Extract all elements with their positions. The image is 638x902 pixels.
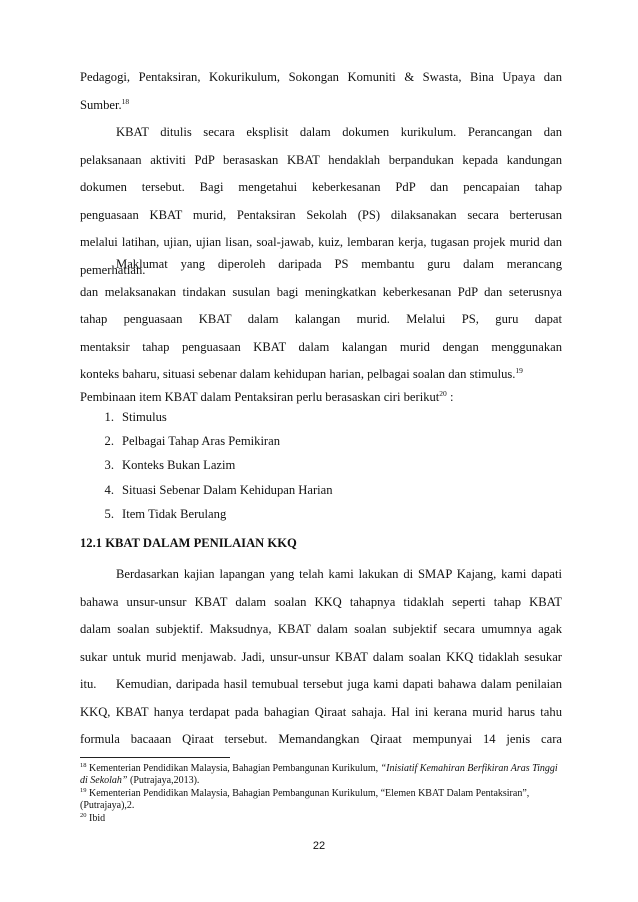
footnote-text: Ibid bbox=[86, 813, 106, 824]
list-text: Item Tidak Berulang bbox=[122, 506, 227, 521]
list-item bbox=[80, 478, 562, 502]
text-line: Pedagogi, Pentaksiran, Kokurikulum, Sokongan Komuniti & Swasta, Bina Upaya dan bbox=[80, 70, 562, 84]
text-line: bahawa unsur-unsur KBAT dalam soalan KKQ tahapnya tidaklah seperti tahap KBAT bbox=[80, 594, 562, 609]
text-line: mentaksir tahap penguasaan KBAT dalam kalangan murid dengan menggunakan bbox=[80, 339, 562, 354]
paragraph-continuation bbox=[80, 64, 562, 119]
list-text: Situasi Sebenar Dalam Kehidupan Harian bbox=[122, 482, 333, 497]
footnote-number: 19 bbox=[80, 787, 87, 794]
list-number: 2. bbox=[104, 434, 114, 449]
text-line: dalam soalan subjektif. Maksudnya, KBAT dalam soalan subjektif secara umumnya agak bbox=[80, 622, 562, 637]
footnote-separator bbox=[80, 757, 230, 758]
paragraph-kemudian bbox=[80, 671, 562, 754]
text-line: penguasaan KBAT murid, Pentaksiran Sekolah (PS) dilaksanakan secara berterusan bbox=[80, 207, 562, 222]
footnote-ref-18: 18 bbox=[121, 96, 130, 106]
text-line: pemerhatian. bbox=[80, 262, 146, 277]
footnote-ref-19: 19 bbox=[515, 366, 523, 376]
list-number: 4. bbox=[104, 482, 114, 497]
criteria-list bbox=[80, 405, 562, 526]
footnote-title: “Inisiatif Kemahiran Berfikiran Aras Tinggi di Sekolah” bbox=[80, 763, 558, 787]
text-line: dan melaksanakan tindakan susulan bagi meningkatkan keberkesanan PdP dan seterusnya bbox=[80, 284, 562, 299]
text-span: Sumber. bbox=[80, 97, 122, 112]
text-line bbox=[80, 92, 562, 120]
text-line: tahap penguasaan KBAT dalam kalangan murid. Melalui PS, guru dapat bbox=[80, 312, 562, 327]
text-line: Kemudian, daripada hasil temubual tersebut juga kami dapati bahawa dalam penilaian bbox=[116, 677, 562, 691]
text-line: KKQ, KBAT hanya terdapat pada bahagian Qiraat sahaja. Hal ini kerana murid harus tahu bbox=[80, 704, 562, 719]
text-line: melalui latihan, ujian, ujian lisan, soal-jawab, kuiz, lembaran kerja, tugasan projek murid dan bbox=[80, 235, 562, 250]
list-item bbox=[80, 453, 562, 477]
footnote-number: 18 bbox=[80, 762, 87, 769]
footnote-number: 20 bbox=[80, 812, 87, 819]
text-line: sukar untuk murid menjawab. Jadi, unsur-unsur KBAT dalam soalan KKQ tidaklah sesukar bbox=[80, 649, 562, 664]
text-span: konteks baharu, situasi sebenar dalam kehidupan harian, pelbagai soalan dan stimulus. bbox=[80, 367, 516, 382]
list-number: 5. bbox=[104, 506, 114, 521]
text-line: Maklumat yang diperoleh daripada PS membantu guru dalam merancang bbox=[116, 257, 562, 271]
list-text: Pelbagai Tahap Aras Pemikiran bbox=[122, 434, 281, 449]
list-item bbox=[80, 429, 562, 453]
text-line: dokumen tersebut. Bagi mengetahui keberkesanan PdP dan pencapaian tahap bbox=[80, 180, 562, 195]
list-text: Stimulus bbox=[122, 410, 167, 424]
footnote-text: Kementerian Pendidikan Malaysia, Bahagian Pembangunan Kurikulum, “Elemen KBAT Dalam Pentaksiran”, (Putrajaya),2. bbox=[80, 788, 530, 812]
text-span: : bbox=[446, 390, 454, 404]
page-number: 22 bbox=[312, 840, 326, 852]
text-line: KBAT ditulis secara eksplisit dalam dokumen kurikulum. Perancangan dan bbox=[116, 125, 562, 139]
text-line: Berdasarkan kajian lapangan yang telah kami lakukan di SMAP Kajang, kami dapati bbox=[116, 567, 562, 581]
list-number: 1. bbox=[104, 410, 114, 424]
list-number: 3. bbox=[104, 458, 114, 473]
footnote-text: Kementerian Pendidikan Malaysia, Bahagian Pembangunan Kurikulum, bbox=[86, 763, 381, 774]
footnote-ref-20: 20 bbox=[439, 389, 447, 398]
footnote-18 bbox=[80, 763, 562, 788]
list-item bbox=[80, 502, 562, 526]
footnote-20 bbox=[80, 813, 562, 825]
text-line: pelaksanaan aktiviti PdP berasaskan KBAT hendaklah berpandukan kepada kandungan bbox=[80, 152, 562, 167]
text-line: formula bacaaan Qiraat tersebut. Memandangkan Qiraat mempunyai 14 jenis cara bbox=[80, 732, 562, 747]
text-span: Pembinaan item KBAT dalam Pentaksiran perlu berasaskan ciri berikut bbox=[80, 390, 440, 404]
list-text: Konteks Bukan Lazim bbox=[122, 458, 236, 473]
section-heading: 12.1 KBAT DALAM PENILAIAN KKQ bbox=[80, 536, 297, 550]
text-line: itu. bbox=[80, 677, 97, 692]
footnote-19 bbox=[80, 788, 562, 813]
list-item bbox=[80, 405, 562, 429]
footnote-text: (Putrajaya,2013). bbox=[127, 775, 200, 787]
paragraph-maklumat bbox=[80, 251, 562, 389]
